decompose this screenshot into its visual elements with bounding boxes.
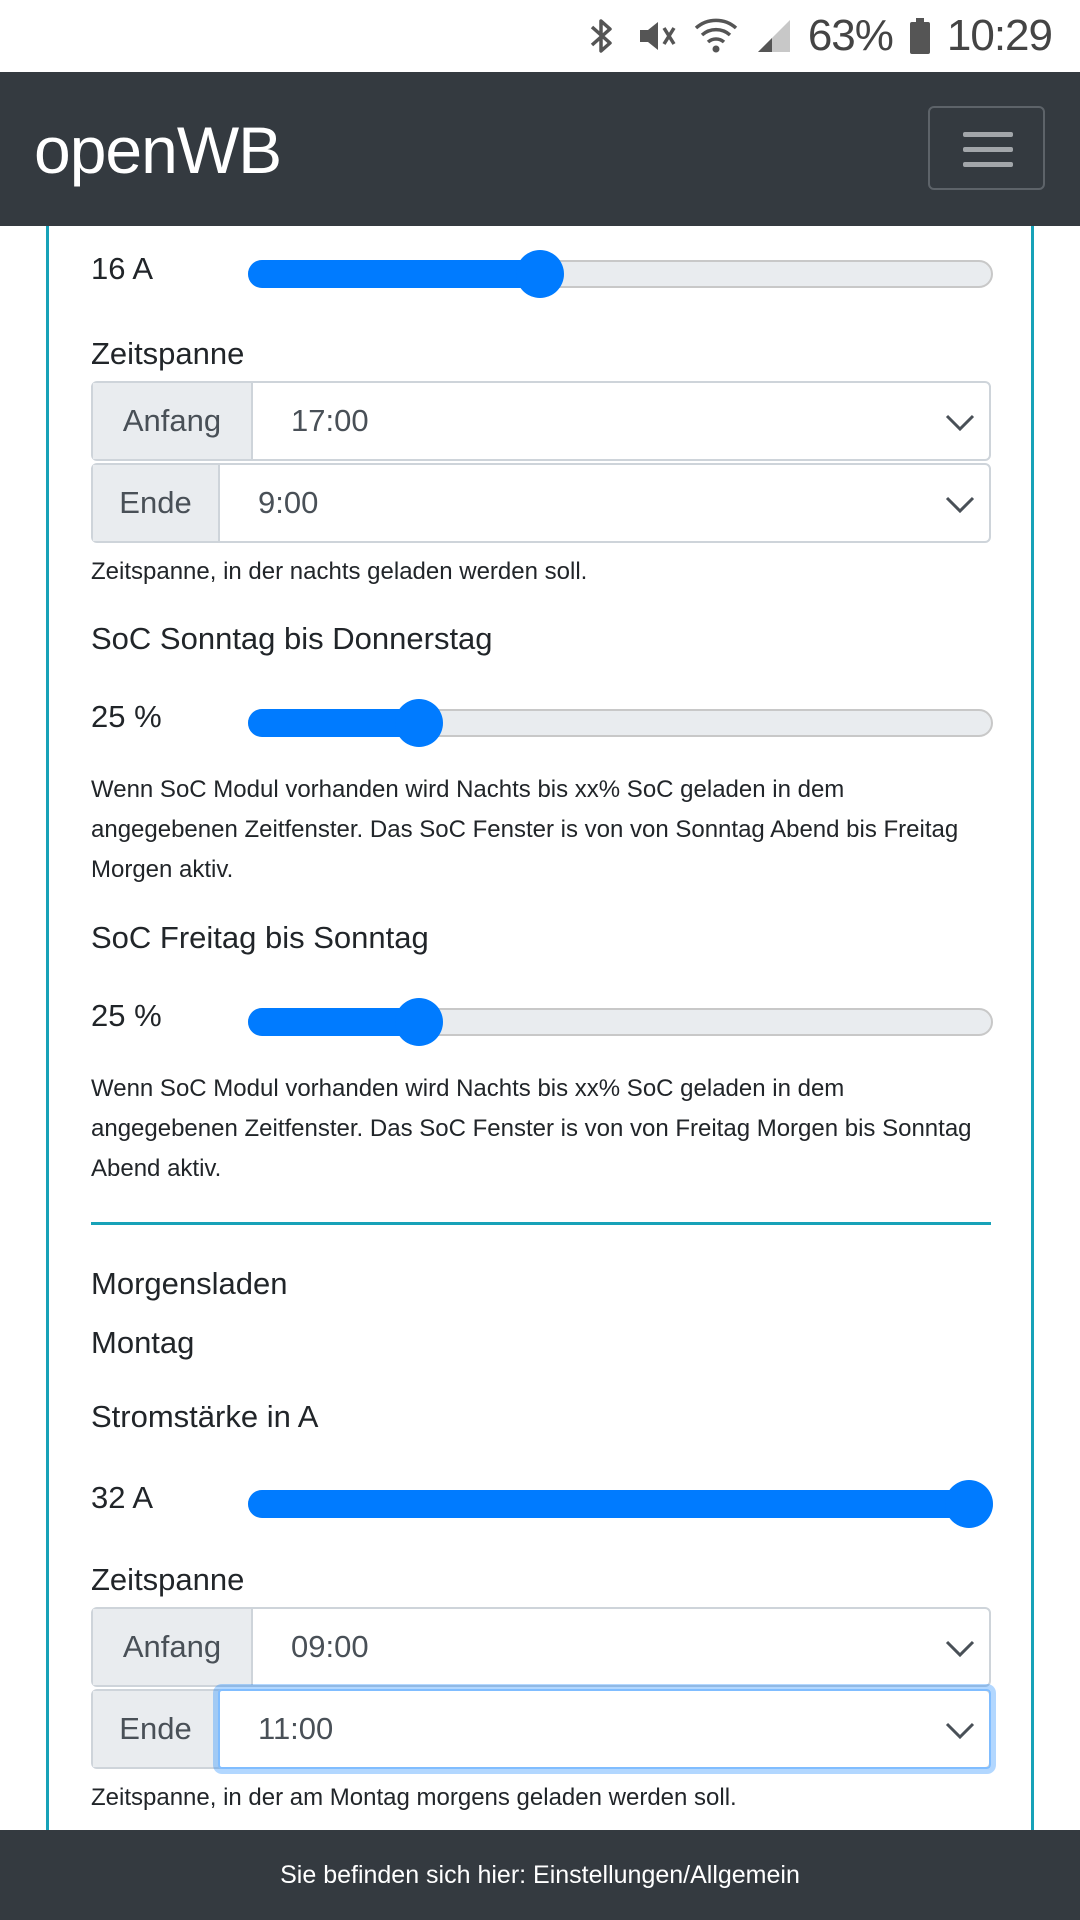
morning-heading: Morgensladen — [91, 1266, 288, 1301]
chevron-down-icon — [943, 1631, 977, 1665]
night-timespan-label: Zeitspanne — [91, 336, 245, 371]
morning-end-select[interactable]: 11:00 — [218, 1689, 991, 1769]
morning-timespan-label: Zeitspanne — [91, 1562, 245, 1597]
soc-sun-thu-value: 25 % — [91, 699, 162, 734]
night-current-value: 16 A — [91, 251, 154, 286]
night-end-select[interactable]: 9:00 — [220, 465, 989, 541]
slider-thumb[interactable] — [516, 250, 564, 298]
morning-start-group — [91, 1607, 991, 1687]
menu-toggle-button[interactable] — [928, 106, 1045, 190]
clock: 10:29 — [946, 11, 1052, 60]
status-bar — [0, 0, 1080, 72]
chevron-down-icon — [943, 1713, 977, 1747]
soc-fri-sun-label: SoC Freitag bis Sonntag — [91, 920, 429, 955]
section-divider — [91, 1222, 991, 1225]
footer-breadcrumb — [0, 1830, 1080, 1920]
morning-day: Montag — [91, 1325, 195, 1360]
soc-sun-thu-help: Wenn SoC Modul vorhanden wird Nachts bis xx% SoC geladen in dem angegebenen Zeitfenster. Das SoC Fenster is von von Sonntag Abend bis Freitag Morgen aktiv. — [91, 776, 959, 883]
chevron-down-icon — [943, 405, 977, 439]
morning-current-slider[interactable] — [248, 1490, 993, 1518]
footer-text: Sie befinden sich hier: Einstellungen/Allgemein — [280, 1860, 800, 1889]
morning-end-label: Ende — [93, 1691, 220, 1767]
night-end-label: Ende — [93, 465, 220, 541]
mute-vibrate-icon — [634, 14, 678, 58]
settings-card — [46, 226, 1034, 1830]
brand-logo[interactable]: openWB — [34, 113, 282, 187]
navbar — [0, 72, 1080, 226]
morning-end-group — [91, 1689, 991, 1769]
wifi-icon — [692, 14, 740, 58]
battery-icon — [907, 14, 933, 58]
night-timespan-help: Zeitspanne, in der nachts geladen werden soll. — [91, 558, 588, 585]
morning-start-label: Anfang — [93, 1609, 253, 1685]
battery-percentage: 63% — [807, 11, 893, 60]
morning-timespan-help: Zeitspanne, in der am Montag morgens geladen werden soll. — [91, 1784, 737, 1811]
soc-fri-sun-value: 25 % — [91, 998, 162, 1033]
signal-icon — [754, 14, 794, 58]
night-current-slider[interactable] — [248, 260, 993, 288]
soc-fri-sun-slider[interactable] — [248, 1008, 993, 1036]
night-start-select[interactable]: 17:00 — [253, 383, 989, 459]
morning-start-select[interactable]: 09:00 — [253, 1609, 989, 1685]
soc-fri-sun-help: Wenn SoC Modul vorhanden wird Nachts bis xx% SoC geladen in dem angegebenen Zeitfenster. Das SoC Fenster is von von Freitag Morgen bis Sonntag Abend aktiv. — [91, 1075, 972, 1182]
hamburger-icon — [963, 132, 1013, 137]
slider-thumb[interactable] — [395, 998, 443, 1046]
morning-current-value: 32 A — [91, 1480, 154, 1515]
slider-thumb[interactable] — [395, 699, 443, 747]
chevron-down-icon — [943, 487, 977, 521]
slider-thumb[interactable] — [945, 1480, 993, 1528]
morning-current-label: Stromstärke in A — [91, 1399, 319, 1434]
bluetooth-icon — [584, 14, 620, 58]
night-start-group — [91, 381, 991, 461]
soc-sun-thu-label: SoC Sonntag bis Donnerstag — [91, 621, 493, 656]
soc-sun-thu-slider[interactable] — [248, 709, 993, 737]
night-end-group — [91, 463, 991, 543]
night-start-label: Anfang — [93, 383, 253, 459]
